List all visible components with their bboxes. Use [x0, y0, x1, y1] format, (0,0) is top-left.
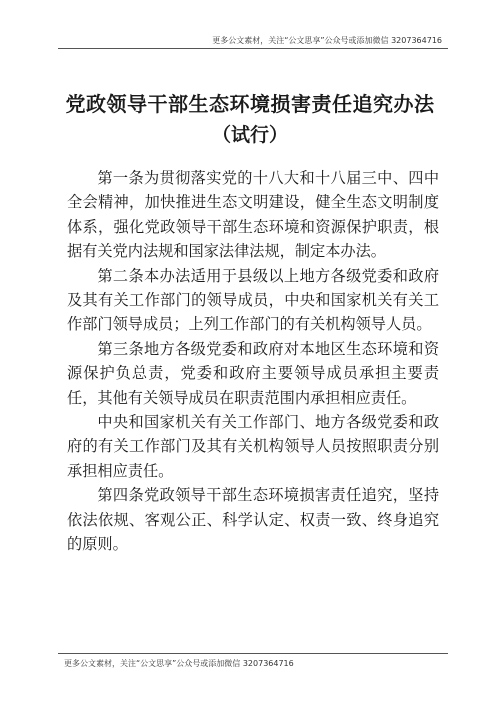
- paragraph-article-4: 第四条党政领导干部生态环境损害责任追究，坚持依法依规、客观公正、科学认定、权责一致、终身追究的原则。: [67, 486, 439, 554]
- header-divider: [58, 48, 448, 49]
- paragraph-article-1: 第一条为贯彻落实党的十八大和十八届三中、四中全会精神，加快推进生态文明建设，健全生态文明制度体系，强化党政领导干部生态环境和资源保护职责，根据有关党内法规和国家法律法规，制定本办法。: [67, 169, 439, 261]
- document-body: [67, 166, 439, 557]
- paragraph-article-3: 第三条地方各级党委和政府对本地区生态环境和资源保护负总责，党委和政府主要领导成员承担主要责任，其他有关领导成员在职责范围内承担相应责任。: [67, 339, 439, 407]
- paragraph-article-3-cont: 中央和国家机关有关工作部门、地方各级党委和政府的有关工作部门及其有关机构领导人员按照职责分别承担相应责任。: [67, 413, 439, 480]
- header-promo-note: 更多公文素材，关注“公文思享”公众号或添加微信 3207364716: [212, 36, 442, 45]
- document-subtitle: （试行）: [211, 124, 288, 146]
- paragraph-article-2: 第二条本办法适用于县级以上地方各级党委和政府及其有关工作部门的领导成员，中央和国家机关有关工作部门领导成员；上列工作部门的有关机构领导人员。: [67, 266, 439, 334]
- footer-divider: [58, 653, 448, 654]
- footer-promo-note: 更多公文素材，关注“公文思享”公众号或添加微信 3207364716: [64, 659, 294, 668]
- document-title: 党政领导干部生态环境损害责任追究办法: [65, 92, 435, 116]
